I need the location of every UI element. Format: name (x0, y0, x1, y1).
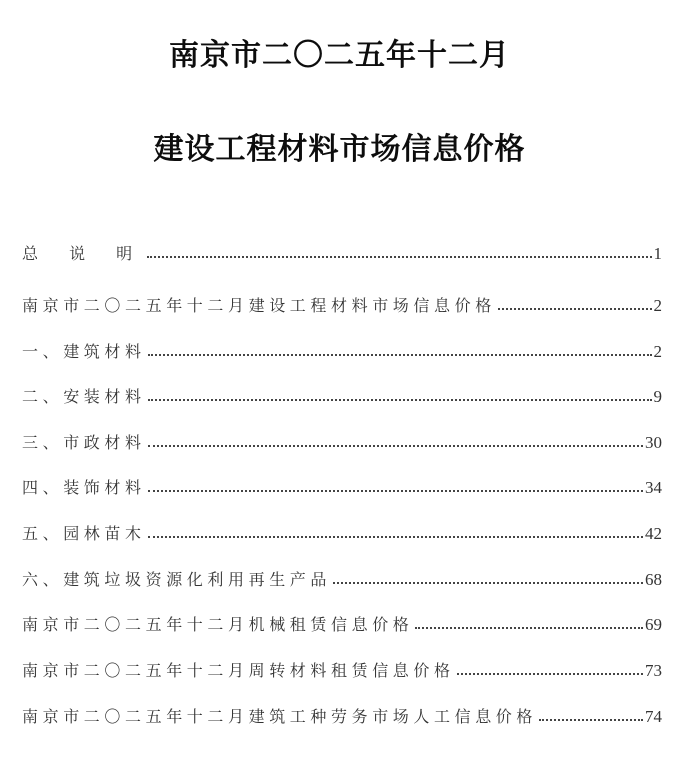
toc-entry-turnover-materials-rental[interactable] (22, 653, 662, 681)
toc-entry-page: 73 (645, 661, 662, 680)
toc-leader-dots (147, 256, 651, 258)
toc-entry-label: 四、装饰材料 (22, 478, 146, 497)
toc-leader-dots (148, 490, 643, 492)
toc-leader-dots (539, 719, 643, 721)
toc-entry-material-prices[interactable] (22, 288, 662, 316)
toc-entry-page: 68 (645, 570, 662, 589)
toc-entry-page: 74 (645, 707, 662, 726)
toc-leader-dots (148, 354, 652, 356)
toc-entry-label: 五、园林苗木 (22, 524, 146, 543)
toc-entry-municipal-materials[interactable] (22, 425, 662, 453)
toc-entry-page: 9 (653, 387, 662, 406)
toc-entry-landscape-nursery[interactable] (22, 516, 662, 544)
toc-entry-label: 南京市二〇二五年十二月机械租赁信息价格 (22, 615, 414, 634)
toc-entry-page: 30 (645, 433, 662, 452)
toc-entry-label: 二、安装材料 (22, 387, 146, 406)
toc-leader-dots (148, 445, 643, 447)
toc-entry-page: 1 (653, 244, 662, 263)
toc-entry-labor-prices[interactable] (22, 699, 662, 727)
toc-entry-decoration-materials[interactable] (22, 470, 662, 498)
toc-leader-dots (415, 627, 643, 629)
toc-entry-machinery-rental[interactable] (22, 607, 662, 635)
toc-entry-page: 34 (645, 478, 662, 497)
toc-entry-label: 一、建筑材料 (22, 342, 146, 361)
document-title-line1: 南京市二〇二五年十二月 (169, 38, 510, 73)
toc-leader-dots (148, 536, 643, 538)
toc-entry-label: 三、市政材料 (22, 433, 146, 452)
toc-entry-page: 69 (645, 615, 662, 634)
toc-entry-label: 南京市二〇二五年十二月建设工程材料市场信息价格 (22, 296, 496, 315)
toc-entry-label: 六、建筑垃圾资源化利用再生产品 (22, 570, 332, 589)
toc-entry-label: 总 说 明 (22, 244, 146, 263)
toc-leader-dots (498, 308, 652, 310)
toc-entry-general-notes[interactable] (22, 236, 662, 264)
toc-entry-label: 南京市二〇二五年十二月建筑工种劳务市场人工信息价格 (22, 707, 538, 726)
toc-entry-page: 2 (653, 342, 662, 361)
toc-leader-dots (148, 399, 652, 401)
toc-entry-page: 42 (645, 524, 662, 543)
toc-entry-installation-materials[interactable] (22, 379, 662, 407)
toc-entry-recycled-products[interactable] (22, 562, 662, 590)
toc-leader-dots (457, 673, 643, 675)
document-title-line2: 建设工程材料市场信息价格 (153, 132, 526, 167)
toc-entry-label: 南京市二〇二五年十二月周转材料租赁信息价格 (22, 661, 455, 680)
toc-entry-building-materials[interactable] (22, 334, 662, 362)
toc-leader-dots (333, 582, 643, 584)
toc-entry-page: 2 (653, 296, 662, 315)
